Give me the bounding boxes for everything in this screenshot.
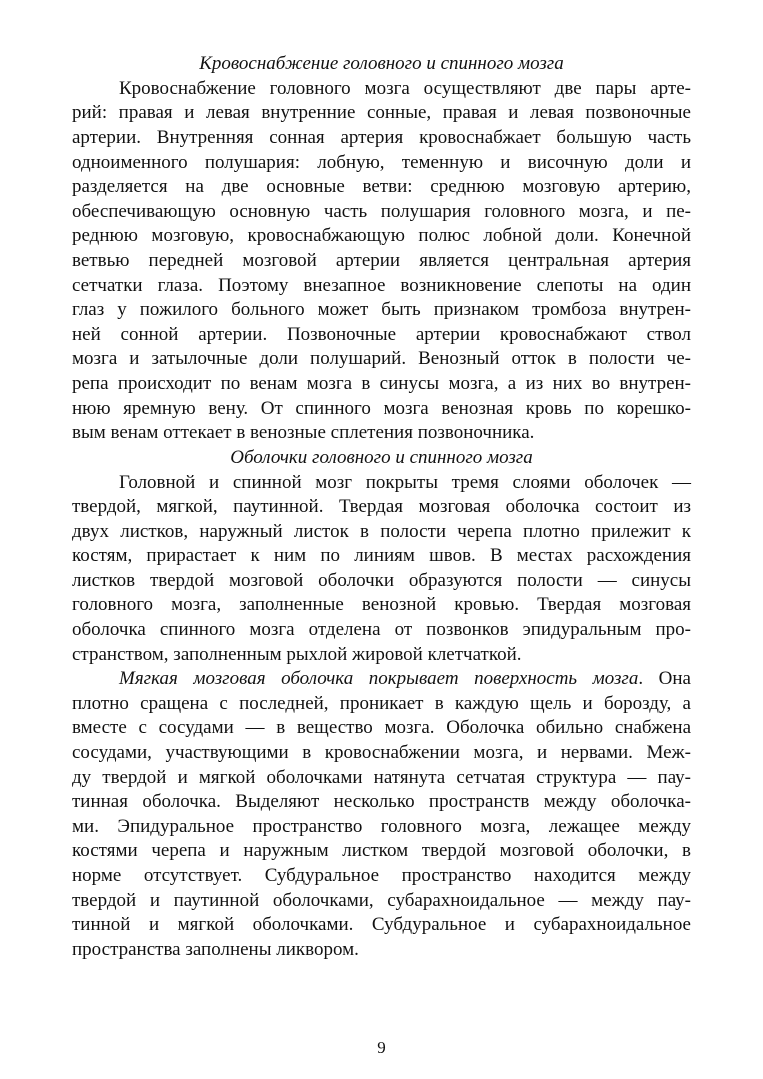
text-line: Головной и спинной мозг покрыты тремя слоями оболочек — [119,471,691,493]
text-line: реднюю мозговую, кровоснабжающую полюс лобной доли. Конечной [72,225,691,247]
text-line: твердой, мягкой, паутинной. Твердая мозговая оболочка состоит из [72,496,691,518]
text-line: вым венам оттекает в венозные сплетения позвоночника. [72,422,535,444]
text-line: одноименного полушария: лобную, теменную и височную доли и [72,151,691,173]
text-line: мозга и затылочные доли полушарий. Венозный отток в полости че- [72,348,691,370]
page-body [72,52,691,962]
text-line: костям, прирастает к ним по линиям швов. В местах расхождения [72,545,691,567]
lead-phrase-tail: . Она [638,668,691,690]
text-line: странством, заполненным рыхлой жировой клетчаткой. [72,643,522,665]
text-line: норме отсутствует. Субдуральное пространство находится между [72,865,691,886]
text-line: сетчатки глаза. Поэтому внезапное возникновение слепоты на один [72,274,691,296]
text-line: оболочка спинного мозга отделена от позвонков эпидуральным про- [72,619,691,641]
text-line: двух листков, наружный листок в полости черепа плотно прилежит к [72,520,691,542]
text-line: головного мозга, заполненные венозной кровью. Твердая мозговая [72,594,691,616]
text-line: нюю яремную вену. От спинного мозга венозная кровь по корешко- [72,397,691,419]
text-line: листков твердой мозговой оболочки образуются полости — синусы [72,569,691,591]
text-line: ду твердой и мягкой оболочками натянута сетчатая структура — пау- [72,766,691,788]
text-line: разделяется на две основные ветви: среднюю мозговую артерию, [72,176,691,198]
text-line: ветвью передней мозговой артерии является центральная артерия [72,249,691,271]
section-heading-blood-supply: Кровоснабжение головного и спинного мозга [199,53,564,74]
text-line: вместе с сосудами — в вещество мозга. Оболочка обильно снабжена [72,717,691,739]
text-line: пространства заполнены ликвором. [72,938,359,960]
paragraph-blood-supply [72,77,691,446]
italic-lead-phrase: Мягкая мозговая оболочка покрывает поверхность мозга [119,668,639,690]
text-line: ней сонной артерии. Позвоночные артерии кровоснабжают ствол [72,323,691,345]
text-line: артерии. Внутренняя сонная артерия кровоснабжает большую часть [72,126,691,148]
text-line: репа происходит по венам мозга в синусы мозга, а из них во внутрен- [72,372,691,394]
paragraph-meninges-1 [72,471,691,668]
page-number: 9 [377,1038,386,1057]
section-heading-meninges: Оболочки головного и спинного мозга [230,446,533,468]
text-line: тинной и мягкой оболочками. Субдуральное и субарахноидальное [72,914,691,936]
text-line: обеспечивающую основную часть полушария головного мозга, и пе- [72,200,691,222]
text-line: ми. Эпидуральное пространство головного мозга, лежащее между [72,815,691,837]
text-line: тинная оболочка. Выделяют несколько пространств между оболочка- [72,791,691,813]
text-line: твердой и паутинной оболочками, субарахноидальное — между пау- [72,889,691,911]
text-line: Кровоснабжение головного мозга осуществляют две пары арте- [119,77,691,99]
text-line: костями черепа и наружным листком твердой мозговой оболочки, в [72,840,691,862]
text-line [72,667,691,692]
text-line: сосудами, участвующими в кровоснабжении мозга, и нервами. Меж- [72,742,691,764]
text-line: глаз у пожилого больного может быть признаком тромбоза внутрен- [72,299,691,321]
paragraph-meninges-2 [72,667,691,962]
text-line: рий: правая и левая внутренние сонные, правая и левая позвоночные [72,102,691,124]
text-line: плотно сращена с последней, проникает в каждую щель и борозду, а [72,692,691,714]
